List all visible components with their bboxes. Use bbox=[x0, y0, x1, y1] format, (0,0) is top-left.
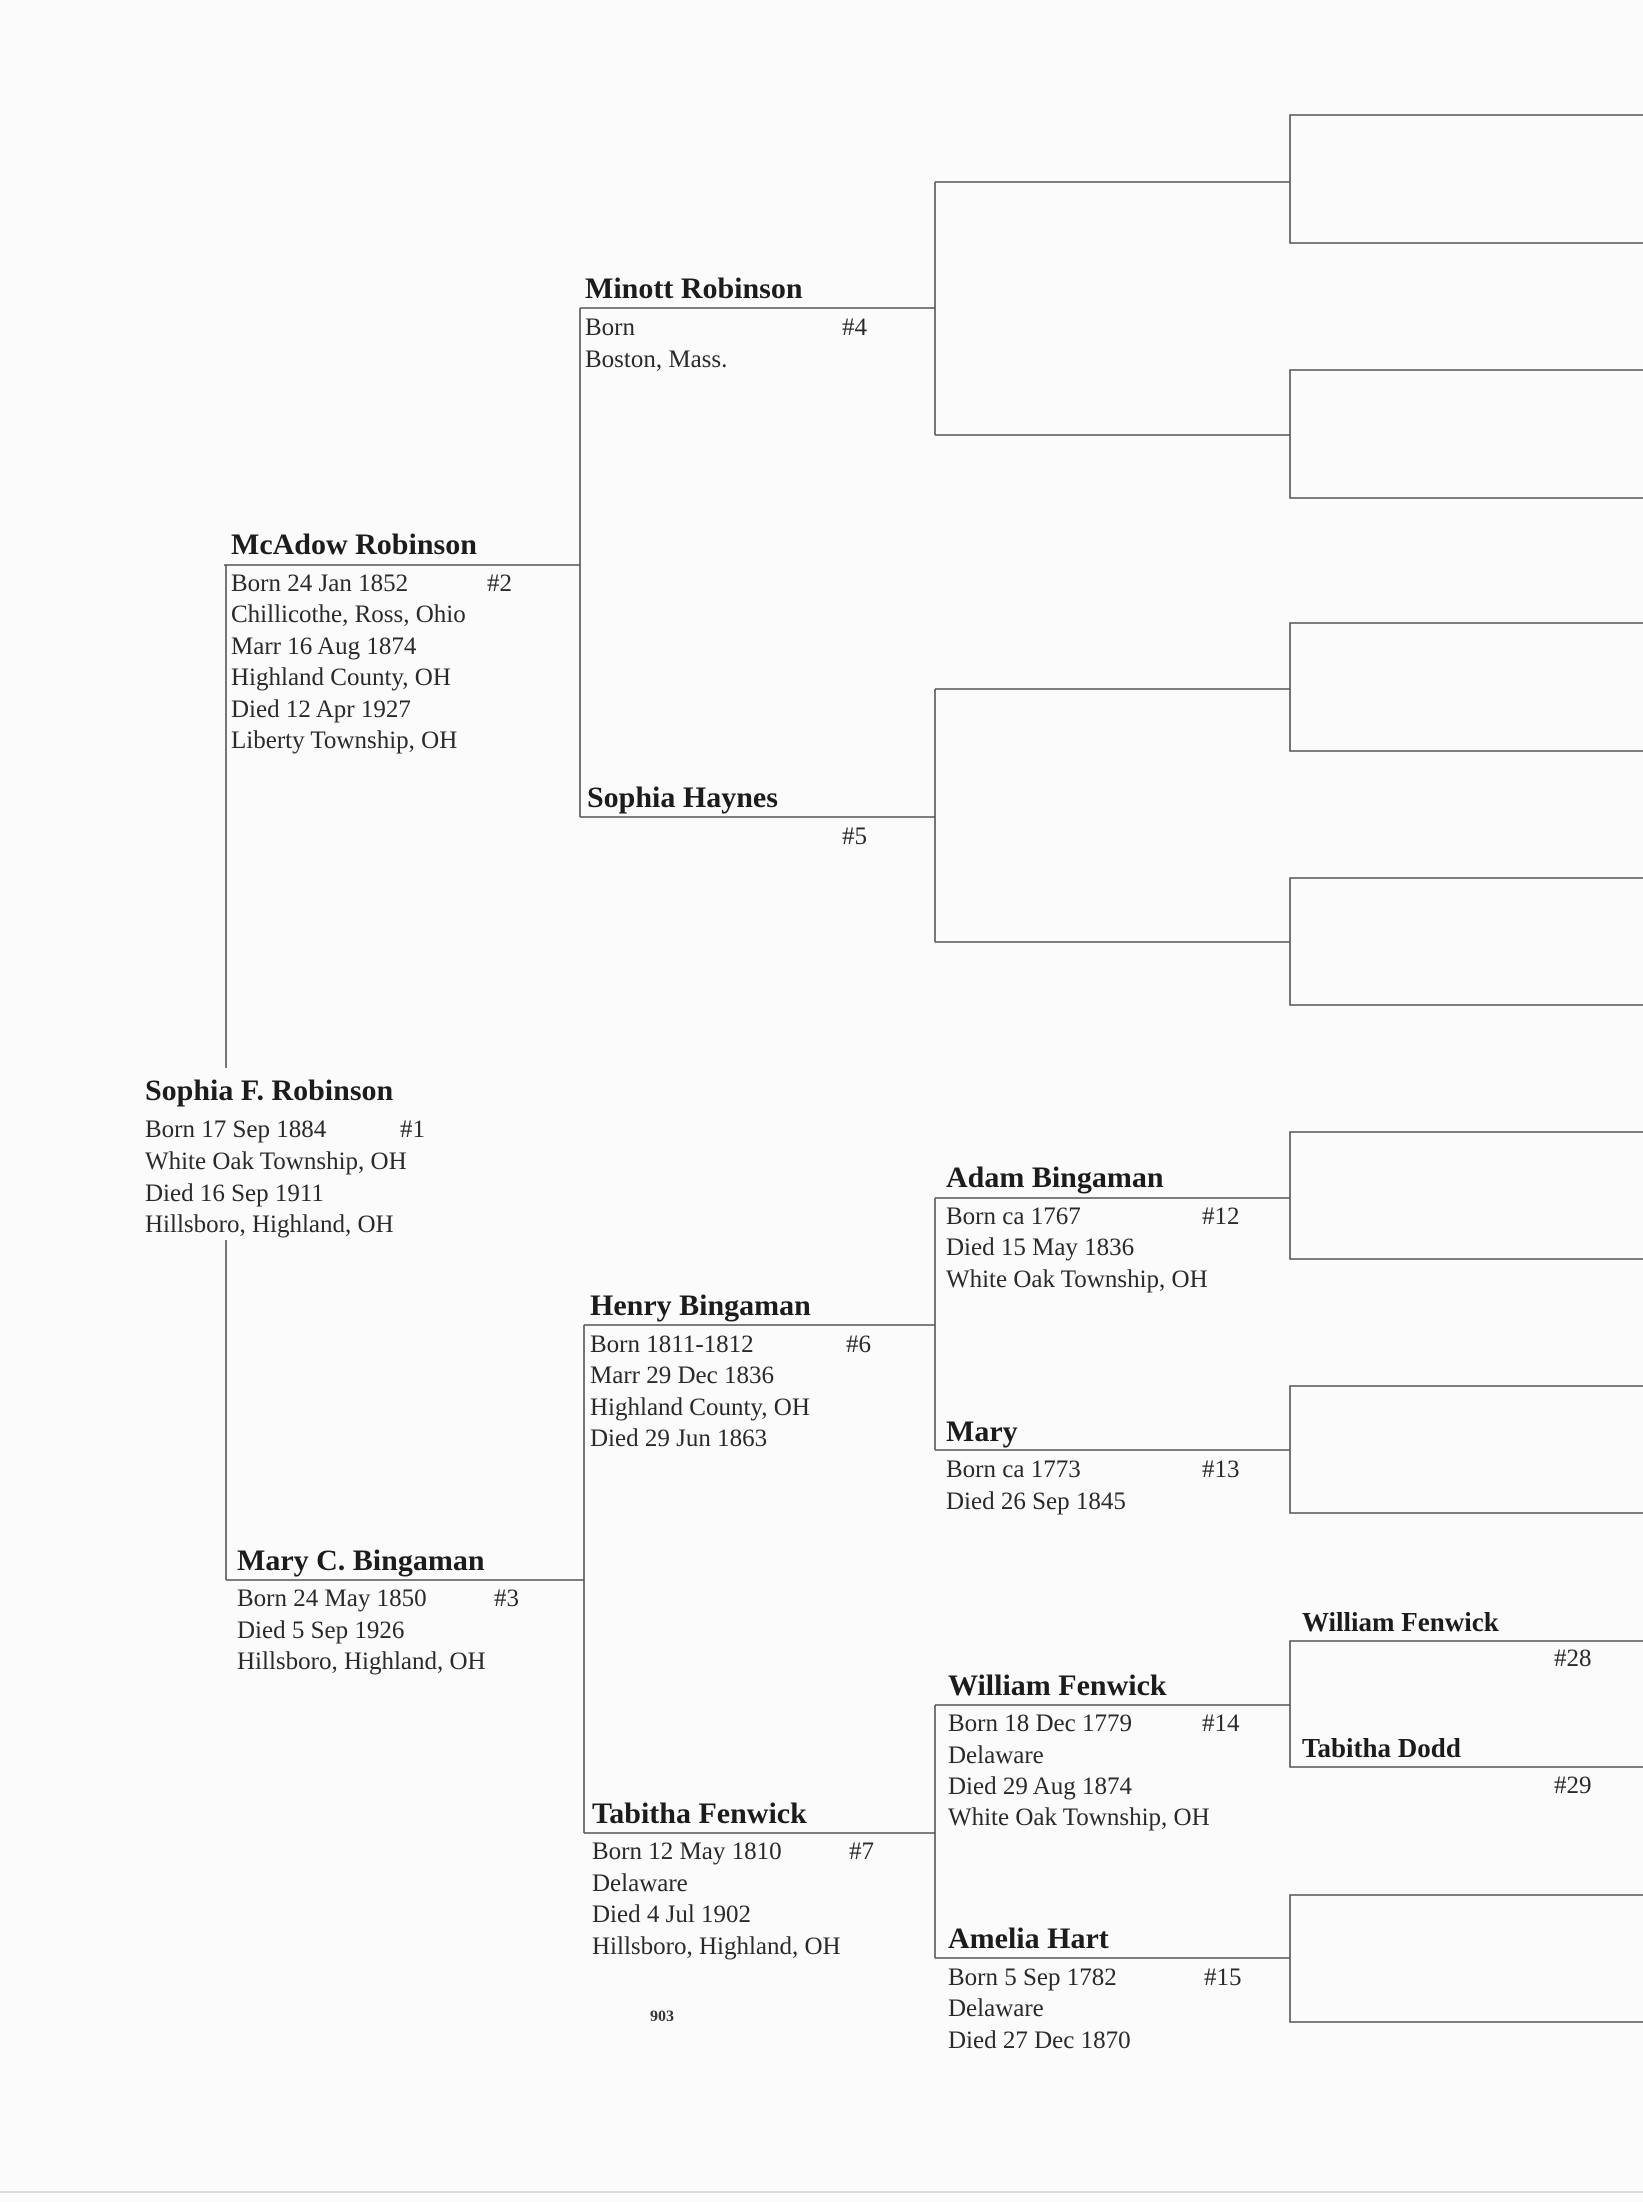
person-number: #15 bbox=[1204, 1964, 1242, 1991]
person-detail: Liberty Township, OH bbox=[231, 727, 458, 754]
person-name: Sophia F. Robinson bbox=[145, 1074, 394, 1107]
person-detail: Died 4 Jul 1902 bbox=[592, 1901, 752, 1928]
person-number: #1 bbox=[400, 1116, 425, 1143]
person-name: Amelia Hart bbox=[948, 1922, 1109, 1955]
person-detail: White Oak Township, OH bbox=[946, 1266, 1208, 1293]
person-detail: Hillsboro, Highland, OH bbox=[592, 1933, 841, 1960]
person-number: #29 bbox=[1554, 1772, 1592, 1799]
person-detail: Hillsboro, Highland, OH bbox=[145, 1211, 394, 1238]
person-name: William Fenwick bbox=[1302, 1607, 1499, 1637]
person-number: #5 bbox=[842, 823, 867, 850]
person-detail: Died 5 Sep 1926 bbox=[237, 1617, 405, 1644]
person-detail: White Oak Township, OH bbox=[948, 1804, 1210, 1831]
person-detail: Highland County, OH bbox=[231, 664, 451, 691]
person-detail: Born ca 1773 bbox=[946, 1456, 1081, 1483]
person-number: #12 bbox=[1202, 1203, 1240, 1230]
person-detail: Born ca 1767 bbox=[946, 1203, 1081, 1230]
person-number: #3 bbox=[494, 1585, 519, 1612]
person-detail: Hillsboro, Highland, OH bbox=[237, 1648, 486, 1675]
person-detail: Born 12 May 1810 bbox=[592, 1838, 782, 1865]
person-detail: Died 12 Apr 1927 bbox=[231, 696, 411, 723]
person-number: #7 bbox=[849, 1838, 874, 1865]
person-name: Minott Robinson bbox=[585, 272, 803, 305]
person-number: #14 bbox=[1202, 1710, 1240, 1737]
person-detail: Died 27 Dec 1870 bbox=[948, 2027, 1131, 2054]
person-detail: Delaware bbox=[948, 1995, 1044, 2022]
person-detail: Marr 29 Dec 1836 bbox=[590, 1362, 774, 1389]
person-detail: Born 24 May 1850 bbox=[237, 1585, 427, 1612]
person-detail: Born 1811-1812 bbox=[590, 1331, 754, 1358]
person-number: #2 bbox=[487, 570, 512, 597]
person-detail: Born 5 Sep 1782 bbox=[948, 1964, 1117, 1991]
person-detail: Delaware bbox=[592, 1870, 688, 1897]
person-detail: Born 17 Sep 1884 bbox=[145, 1116, 327, 1143]
person-detail: Born 24 Jan 1852 bbox=[231, 570, 409, 597]
person-name: Henry Bingaman bbox=[590, 1289, 811, 1322]
person-name: Tabitha Fenwick bbox=[592, 1797, 807, 1830]
person-number: #4 bbox=[842, 314, 867, 341]
person-name: Sophia Haynes bbox=[587, 781, 778, 814]
person-detail: Chillicothe, Ross, Ohio bbox=[231, 601, 466, 628]
person-name: William Fenwick bbox=[948, 1669, 1167, 1702]
person-detail: Delaware bbox=[948, 1742, 1044, 1769]
person-name: Tabitha Dodd bbox=[1302, 1733, 1461, 1763]
person-number: #28 bbox=[1554, 1645, 1592, 1672]
person-detail: Highland County, OH bbox=[590, 1394, 810, 1421]
person-detail: Died 26 Sep 1845 bbox=[946, 1488, 1126, 1515]
person-detail: Died 16 Sep 1911 bbox=[145, 1180, 324, 1207]
person-name: Mary bbox=[946, 1415, 1018, 1448]
person-detail: Died 15 May 1836 bbox=[946, 1234, 1135, 1261]
person-detail: White Oak Township, OH bbox=[145, 1148, 407, 1175]
person-detail: Born bbox=[585, 314, 635, 341]
person-name: Mary C. Bingaman bbox=[237, 1544, 485, 1577]
person-number: #6 bbox=[846, 1331, 871, 1358]
person-detail: Boston, Mass. bbox=[585, 346, 728, 373]
page-number: 903 bbox=[650, 2008, 674, 2025]
person-name: McAdow Robinson bbox=[231, 528, 477, 561]
person-detail: Born 18 Dec 1779 bbox=[948, 1710, 1132, 1737]
person-detail: Marr 16 Aug 1874 bbox=[231, 633, 417, 660]
person-detail: Died 29 Jun 1863 bbox=[590, 1425, 768, 1452]
person-detail: Died 29 Aug 1874 bbox=[948, 1773, 1133, 1800]
person-number: #13 bbox=[1202, 1456, 1240, 1483]
person-name: Adam Bingaman bbox=[946, 1161, 1164, 1194]
